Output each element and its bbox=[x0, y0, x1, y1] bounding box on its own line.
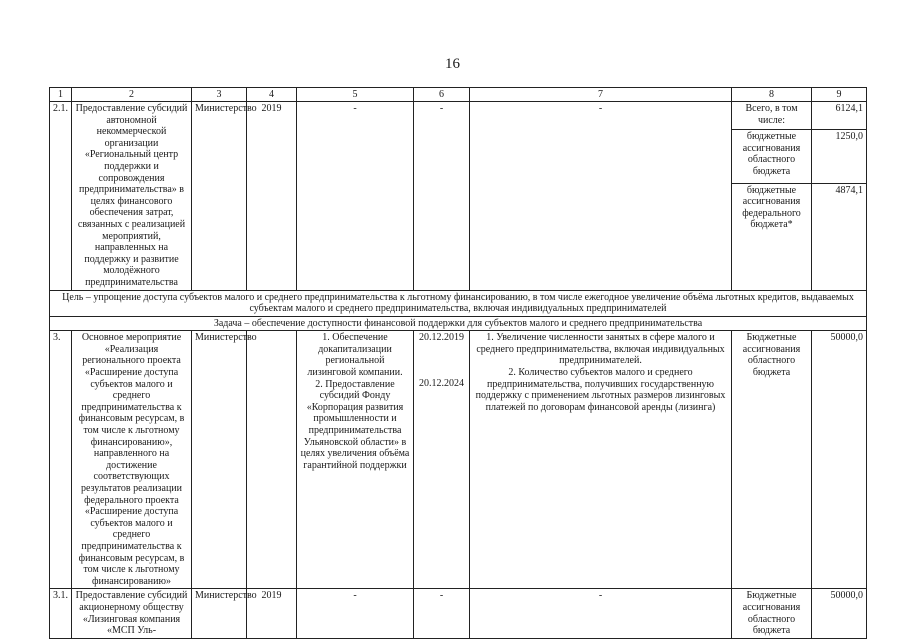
result-cell: - bbox=[297, 589, 414, 638]
program-table bbox=[49, 87, 867, 639]
goal-banner: Цель – упрощение доступа субъектов малого и среднего предпринимательства к льготному финансированию, в том числе ежегодное увеличение объёма льготных кредитов, выдаваемых субъектам малого и среднего предпринимательства, включая индивидуальных предпринимателей bbox=[50, 290, 867, 316]
task-banner: Задача – обеспечение доступности финансовой поддержки для субъектов малого и среднего предпринимательства bbox=[50, 316, 867, 331]
header-cell: 2 bbox=[72, 88, 192, 102]
year: 2019 bbox=[247, 589, 297, 638]
date-item: 20.12.2024 bbox=[419, 377, 464, 389]
funding-amount: 6124,1 bbox=[812, 102, 867, 130]
executor: Министерство bbox=[192, 589, 247, 638]
funding-source: Бюджетные ассигнования областного бюджета bbox=[732, 331, 812, 589]
indicator-cell bbox=[470, 331, 732, 589]
goal-row bbox=[50, 290, 867, 316]
page-number: 16 bbox=[445, 56, 460, 72]
funding-amount: 50000,0 bbox=[812, 589, 867, 638]
funding-amount: 4874,1 bbox=[812, 183, 867, 290]
row-number: 3. bbox=[50, 331, 72, 589]
activity-name: Предоставление субсидий автономной некоммерческой организации «Региональный центр поддержки и сопровождения предпринимательства» в целях финансового обеспечения затрат, связанных с реализацией мероприятий, направленных на поддержку и развитие молодёжного предпринимательства bbox=[72, 102, 192, 291]
date-cell bbox=[414, 331, 470, 589]
header-cell: 5 bbox=[297, 88, 414, 102]
indicator-item: 2. Количество субъектов малого и среднего предпринимательства, получивших государственную поддержку с применением льготных размеров лизинговых платежей по договорам финансовой аренды (лизинга) bbox=[475, 367, 726, 413]
funding-source: бюджетные ассигнования федерального бюджета* bbox=[732, 183, 812, 290]
task-row bbox=[50, 316, 867, 331]
result-item: 2. Предоставление субсидий Фонду «Корпорация развития промышленности и предпринимательства Ульяновской области» в целях увеличения объёма гарантийной поддержки bbox=[300, 378, 410, 471]
funding-source: Бюджетные ассигнования областного бюджета bbox=[732, 589, 812, 638]
row-number: 2.1. bbox=[50, 102, 72, 291]
header-cell: 6 bbox=[414, 88, 470, 102]
funding-source: Всего, в том числе: bbox=[732, 102, 812, 130]
result-cell bbox=[297, 331, 414, 589]
funding-amount: 50000,0 bbox=[812, 331, 867, 589]
executor: Министерство bbox=[192, 331, 247, 589]
funding-amount: 1250,0 bbox=[812, 130, 867, 183]
header-row bbox=[50, 88, 867, 102]
year bbox=[247, 331, 297, 589]
date-item: 20.12.2019 bbox=[419, 332, 464, 344]
table-row bbox=[50, 589, 867, 638]
table-row bbox=[50, 102, 867, 130]
row-number: 3.1. bbox=[50, 589, 72, 638]
funding-source: бюджетные ассигнования областного бюджета bbox=[732, 130, 812, 183]
header-cell: 8 bbox=[732, 88, 812, 102]
result-item: 1. Обеспечение докапитализации региональной лизинговой компании. bbox=[307, 332, 403, 379]
header-cell: 4 bbox=[247, 88, 297, 102]
activity-name: Основное мероприятие «Реализация регионального проекта «Расширение доступа субъектов малого и среднего предпринимательства к финансовым ресурсам, в том числе к льготному финансированию», направленного на достижение соответствующих результатов реализации федерального проекта «Расширение доступа субъектов малого и среднего предпринимательства к финансовым ресурсам, в том числе к льготному финансированию» bbox=[72, 331, 192, 589]
indicator-cell: - bbox=[470, 102, 732, 291]
header-cell: 3 bbox=[192, 88, 247, 102]
header-cell: 7 bbox=[470, 88, 732, 102]
date-cell: - bbox=[414, 102, 470, 291]
table-row bbox=[50, 331, 867, 589]
activity-name: Предоставление субсидий акционерному обществу «Лизинговая компания «МСП Уль- bbox=[72, 589, 192, 638]
date-cell: - bbox=[414, 589, 470, 638]
result-cell: - bbox=[297, 102, 414, 291]
indicator-item: 1. Увеличение численности занятых в сфере малого и среднего предпринимательства, включая индивидуальных предпринимателей. bbox=[476, 332, 725, 367]
executor: Министерство bbox=[192, 102, 247, 291]
header-cell: 1 bbox=[50, 88, 72, 102]
indicator-cell: - bbox=[470, 589, 732, 638]
year: 2019 bbox=[247, 102, 297, 291]
header-cell: 9 bbox=[812, 88, 867, 102]
